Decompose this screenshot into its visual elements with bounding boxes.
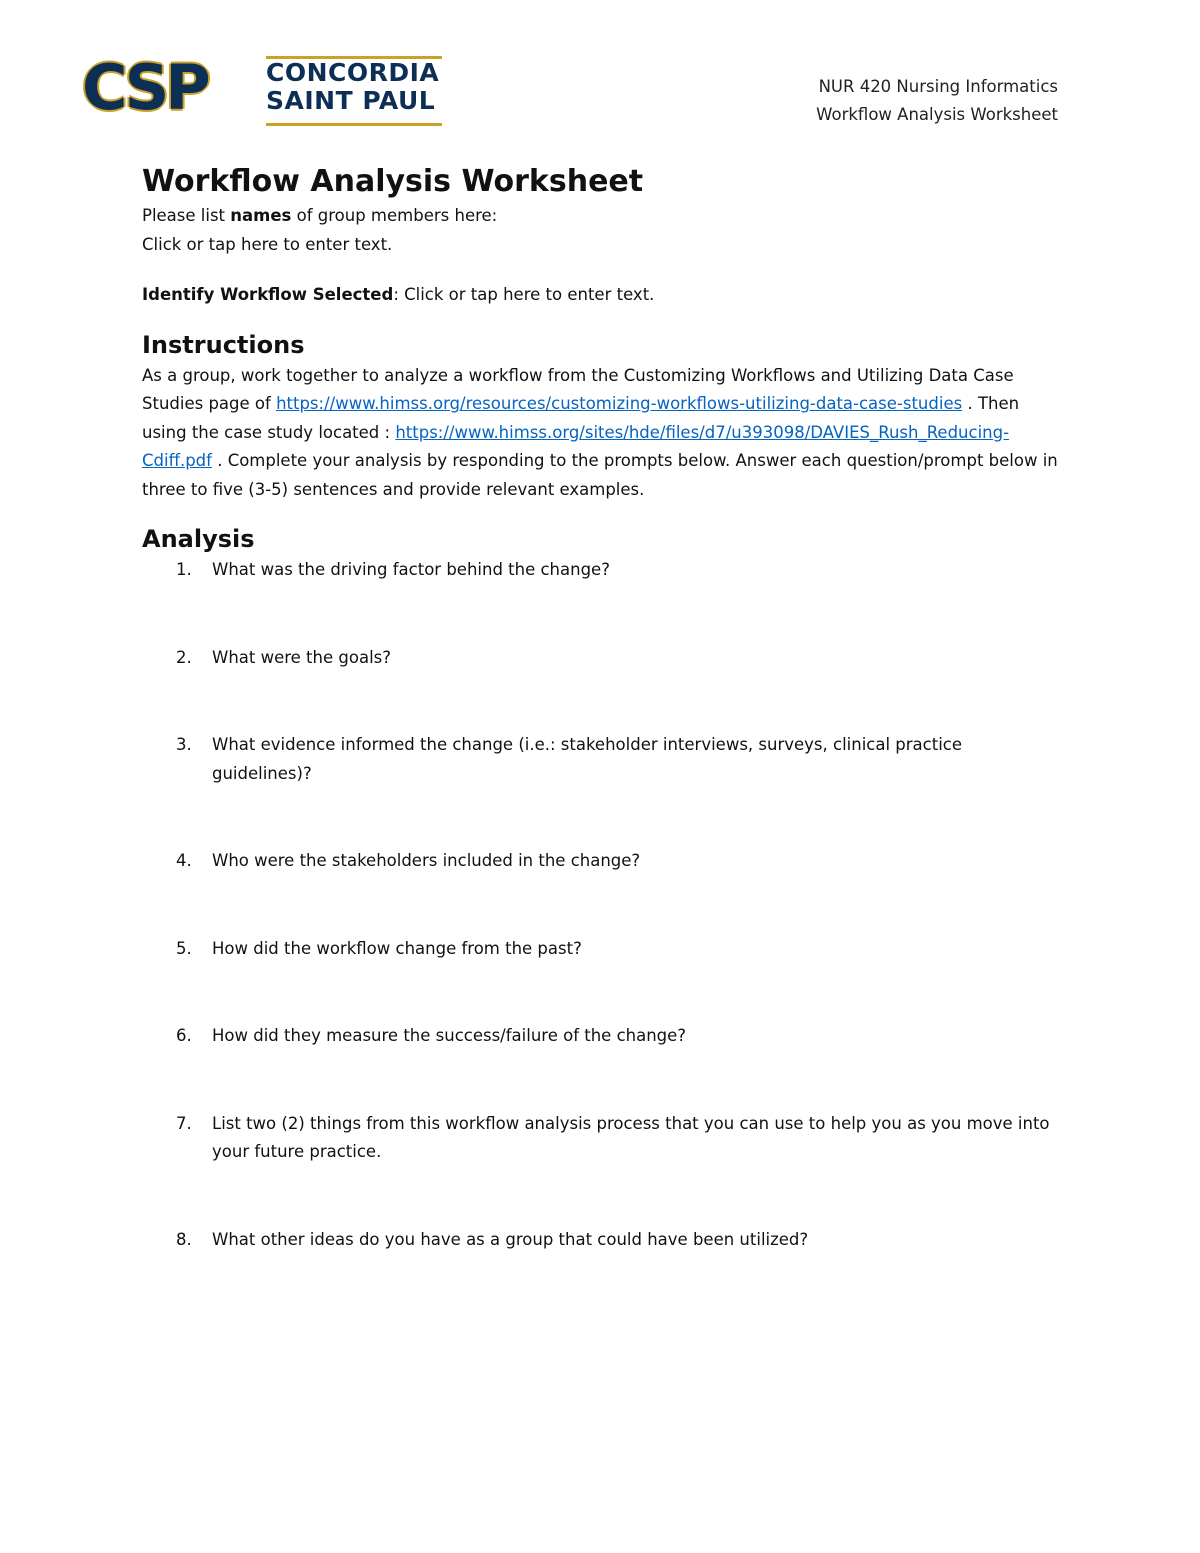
logo-text xyxy=(266,56,442,126)
instructions-text-2: . Then using the case study located : xyxy=(142,394,1020,442)
question-number: 7. xyxy=(176,1113,192,1133)
spacer xyxy=(142,259,1062,281)
logo-wordmark: CSP xyxy=(82,51,207,124)
question-item xyxy=(142,731,1062,788)
question-text: How did the workflow change from the past? xyxy=(212,938,582,958)
question-number: 1. xyxy=(176,560,192,579)
group-prompt-bold: names xyxy=(230,206,292,225)
question-text: What other ideas do you have as a group that could have been utilized? xyxy=(212,1229,809,1249)
group-prompt-post: of group members here: xyxy=(291,206,498,225)
analysis-heading: Analysis xyxy=(142,525,255,553)
question-item xyxy=(142,1022,1062,1051)
csp-logo xyxy=(82,52,442,124)
question-number: 4. xyxy=(176,851,192,870)
question-text: What evidence informed the change (i.e.: stakeholder interviews, surveys, clinical practice guidelines)? xyxy=(212,735,963,783)
workflow-selected-field[interactable]: Click or tap here to enter text. xyxy=(398,285,655,304)
workflow-colon: : xyxy=(393,285,399,304)
question-item xyxy=(142,1226,1062,1255)
question-item xyxy=(142,847,1062,876)
instructions-heading: Instructions xyxy=(142,330,305,359)
question-number: 5. xyxy=(176,938,192,958)
page-header-info xyxy=(816,73,1058,129)
group-prompt-pre: Please list xyxy=(142,206,231,225)
question-text: What were the goals? xyxy=(212,647,392,667)
question-item xyxy=(142,556,1062,585)
logo-line-1: CONCORDIA xyxy=(266,58,440,87)
question-text: What was the driving factor behind the change? xyxy=(212,560,610,579)
question-item xyxy=(142,644,1062,673)
analysis-questions xyxy=(142,556,1062,1254)
question-number: 6. xyxy=(176,1026,192,1045)
instructions-text-1: As a group, work together to analyze a workflow from the Customizing Workflows and Utilizing Data Case Studies page of xyxy=(142,365,1014,413)
question-number: 8. xyxy=(176,1229,192,1249)
question-text: List two (2) things from this workflow analysis process that you can use to help you as you move into your future practice. xyxy=(212,1113,1050,1161)
instructions-text-3: . Complete your analysis by responding to the prompts below. Answer each question/prompt below in three to five (3-5) sentences and provide relevant examples. xyxy=(142,451,1058,499)
group-members-prompt xyxy=(142,202,1062,231)
case-studies-link[interactable]: https://www.himss.org/resources/customizing-workflows-utilizing-data-case-studies xyxy=(276,394,963,413)
question-item xyxy=(142,1110,1062,1167)
question-number: 2. xyxy=(176,647,192,667)
page-title: Workflow Analysis Worksheet xyxy=(142,164,644,199)
group-members-field[interactable]: Click or tap here to enter text. xyxy=(142,234,393,254)
header-doc-title: Workflow Analysis Worksheet xyxy=(816,105,1058,124)
course-name: NUR 420 Nursing Informatics xyxy=(818,77,1058,96)
question-text: How did they measure the success/failure of the change? xyxy=(212,1026,687,1045)
question-text: Who were the stakeholders included in the change? xyxy=(212,851,641,870)
case-study-pdf-link[interactable]: https://www.himss.org/sites/hde/files/d7/u393098/DAVIES_Rush_Reducing-Cdiff.pdf xyxy=(142,422,1010,470)
instructions-text xyxy=(142,362,1062,505)
question-number: 3. xyxy=(176,735,192,754)
workflow-selected-label: Identify Workflow Selected xyxy=(142,285,394,304)
logo-line-2: SAINT PAUL xyxy=(266,86,436,115)
question-item xyxy=(142,935,1062,964)
document-body xyxy=(142,162,1062,1254)
workflow-selected-row xyxy=(142,281,1062,310)
